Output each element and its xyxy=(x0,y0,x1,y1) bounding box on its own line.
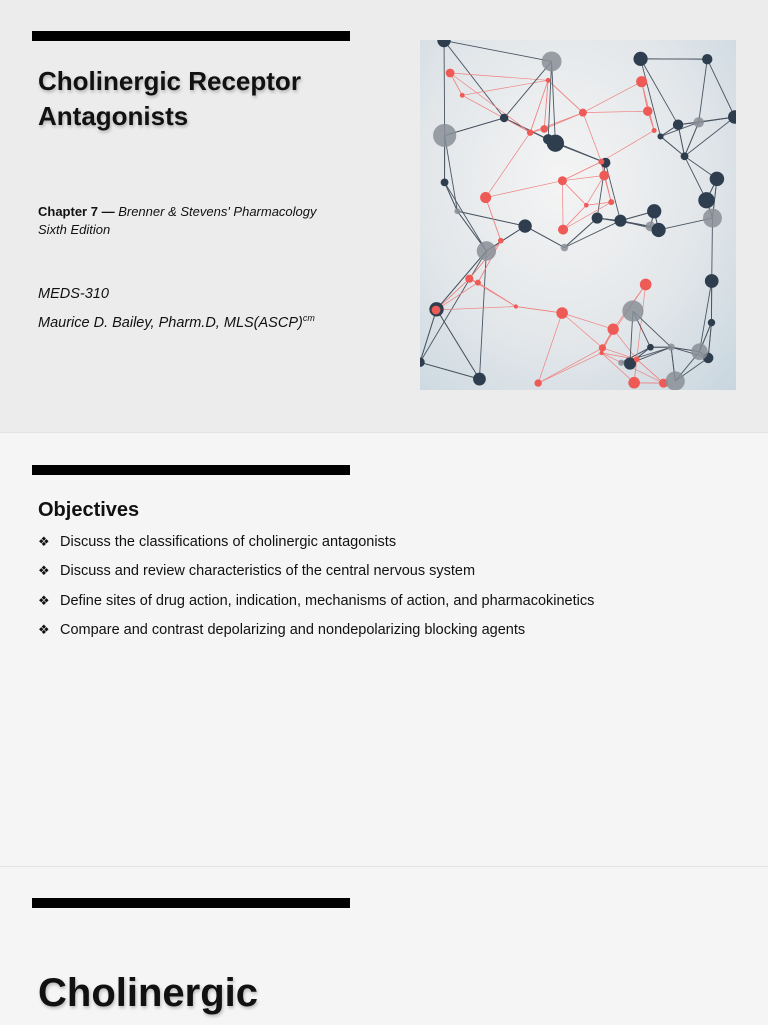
network-link xyxy=(605,163,620,221)
network-node xyxy=(477,241,496,260)
network-link xyxy=(552,61,556,143)
network-link xyxy=(445,182,458,211)
bullet-icon: ❖ xyxy=(38,562,60,580)
network-link xyxy=(538,353,601,383)
network-node xyxy=(558,225,568,235)
network-link xyxy=(602,348,636,359)
network-link xyxy=(516,307,562,313)
network-link xyxy=(530,80,548,132)
network-node xyxy=(446,69,455,78)
network-node xyxy=(710,172,724,186)
objectives-heading: Objectives xyxy=(38,499,139,522)
network-link xyxy=(462,80,548,95)
network-link xyxy=(538,348,602,383)
network-link xyxy=(544,80,548,129)
network-node xyxy=(454,208,460,214)
network-link xyxy=(450,73,548,80)
network-link xyxy=(562,176,604,181)
network-link xyxy=(486,198,501,241)
network-node xyxy=(599,344,606,351)
network-node xyxy=(465,275,473,283)
network-node xyxy=(698,192,714,208)
network-link xyxy=(564,218,597,247)
network-node xyxy=(592,213,603,224)
network-link xyxy=(444,41,445,136)
network-node xyxy=(703,209,722,228)
network-node xyxy=(546,78,551,83)
chapter-reference xyxy=(38,203,338,239)
network-link xyxy=(562,181,563,230)
network-link xyxy=(538,313,562,383)
bullet-icon: ❖ xyxy=(38,533,60,551)
network-node xyxy=(432,306,441,315)
network-node xyxy=(622,300,643,321)
network-node xyxy=(561,244,569,252)
list-item: ❖ Discuss and review characteristics of the central nervous system xyxy=(38,562,594,591)
network-link xyxy=(544,113,583,129)
network-node xyxy=(527,129,533,135)
network-node xyxy=(636,76,647,87)
network-node xyxy=(473,373,486,386)
objectives-list xyxy=(38,533,594,650)
network-link xyxy=(583,111,648,112)
network-link xyxy=(450,73,530,133)
network-link xyxy=(420,309,437,362)
network-node xyxy=(534,379,541,386)
objectives-slide xyxy=(0,432,768,867)
network-node xyxy=(441,178,449,186)
network-link xyxy=(707,59,735,117)
network-node xyxy=(614,215,626,227)
network-link xyxy=(562,313,613,329)
network-node xyxy=(498,238,504,244)
network-node xyxy=(647,204,661,218)
course-code: MEDS-310 xyxy=(38,286,109,302)
chapter-label: Chapter 7 — xyxy=(38,204,115,219)
network-link xyxy=(708,323,711,358)
title-slide xyxy=(0,0,768,432)
list-item: ❖ Discuss the classifications of cholinergic antagonists xyxy=(38,533,594,562)
network-link xyxy=(601,130,654,161)
network-node xyxy=(693,117,703,127)
bullet-icon: ❖ xyxy=(38,592,60,610)
network-node xyxy=(500,114,509,123)
list-item: ❖ Define sites of drug action, indication, mechanisms of action, and pharmacokinetics xyxy=(38,592,594,621)
network-node xyxy=(647,344,654,351)
network-node xyxy=(651,223,665,237)
network-node xyxy=(579,109,587,117)
network-link xyxy=(564,221,620,248)
network-links xyxy=(420,41,735,384)
network-link xyxy=(637,359,664,383)
network-node xyxy=(480,192,491,203)
network-link xyxy=(479,251,486,379)
network-node xyxy=(708,319,715,326)
network-node xyxy=(599,171,609,181)
author-name: Maurice D. Bailey, Pharm.D, MLS(ASCP) xyxy=(38,315,303,331)
network-node xyxy=(673,119,683,129)
network-node xyxy=(652,128,657,133)
accent-bar xyxy=(32,465,350,475)
network-node xyxy=(599,351,603,355)
network-link xyxy=(641,59,661,137)
network-link xyxy=(486,133,531,198)
network-node xyxy=(518,219,531,232)
network-node xyxy=(618,360,624,366)
network-node xyxy=(598,159,604,165)
network-link xyxy=(562,181,586,205)
network-node xyxy=(681,152,689,160)
network-node xyxy=(543,134,553,144)
network-node xyxy=(540,125,548,133)
network-link xyxy=(444,41,552,62)
network-node xyxy=(475,280,481,286)
network-node xyxy=(556,307,568,319)
network-node xyxy=(643,106,653,116)
network-node xyxy=(691,343,708,360)
network-node xyxy=(702,54,712,64)
network-link xyxy=(562,162,601,181)
network-node xyxy=(514,304,518,308)
network-node xyxy=(558,176,567,185)
network-node xyxy=(542,51,562,71)
network-image xyxy=(420,40,736,390)
network-link xyxy=(583,82,642,113)
network-link xyxy=(548,61,551,139)
network-link xyxy=(563,205,586,229)
list-item: ❖ Compare and contrast depolarizing and nondepolarizing blocking agents xyxy=(38,621,594,650)
network-link xyxy=(504,61,551,118)
network-node xyxy=(667,343,674,350)
network-node xyxy=(460,93,465,98)
network-link xyxy=(562,313,602,348)
network-node xyxy=(608,199,614,205)
network-node xyxy=(608,324,619,335)
network-link xyxy=(613,329,637,359)
network-node xyxy=(657,133,663,139)
network-node xyxy=(420,358,425,367)
bullet-icon: ❖ xyxy=(38,621,60,639)
accent-bar xyxy=(32,898,350,908)
network-link xyxy=(699,59,707,122)
network-graph xyxy=(420,40,736,390)
section-title: Cholinergic xyxy=(38,971,258,1016)
author-suffix: cm xyxy=(303,313,315,323)
network-node xyxy=(628,377,640,389)
accent-bar xyxy=(32,31,350,41)
author-line xyxy=(38,313,315,331)
network-node xyxy=(433,124,456,147)
chapter-source: Brenner & Stevens' Pharmacology Sixth Edition xyxy=(38,204,317,237)
section-slide xyxy=(0,866,768,1025)
slide-title: Cholinergic Receptor Antagonists xyxy=(38,64,358,134)
network-node xyxy=(584,203,589,208)
network-node xyxy=(705,274,719,288)
network-node xyxy=(640,279,652,291)
network-node xyxy=(633,52,647,66)
network-link xyxy=(436,307,516,310)
network-link xyxy=(486,181,563,198)
network-node xyxy=(634,356,640,362)
network-node xyxy=(666,371,685,390)
